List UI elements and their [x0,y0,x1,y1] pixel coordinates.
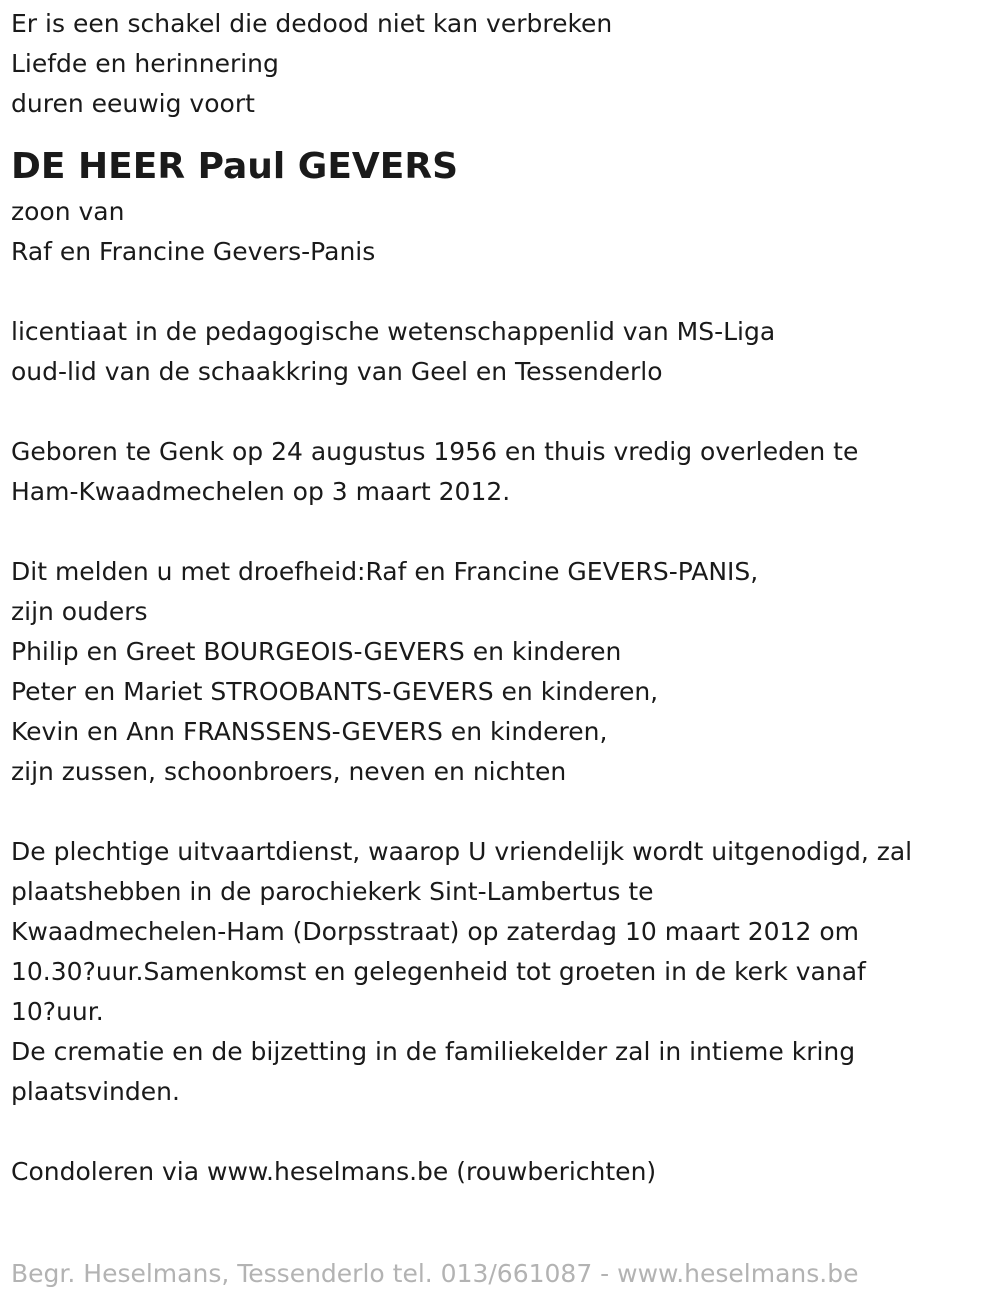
funeral-home-footer: Begr. Heselmans, Tessenderlo tel. 013/661087 - www.heselmans.be [11,1259,859,1288]
service-line: De plechtige uitvaartdienst, waarop U vriendelijk wordt uitgenodigd, zal [11,837,913,866]
service-line: Kwaadmechelen-Ham (Dorpsstraat) op zaterdag 10 maart 2012 om [11,917,859,946]
relation-text: zoon van [11,197,125,226]
birth-death-line: Geboren te Genk op 24 augustus 1956 en thuis vredig overleden te [11,437,859,466]
title-line: licentiaat in de pedagogische wetenschappenlid van MS-Liga [11,317,776,346]
obituary-document [11,4,986,1192]
announcement-line: Dit melden u met droefheid:Raf en Francine GEVERS-PANIS, [11,557,759,586]
parents-text: Raf en Francine Gevers-Panis [11,237,376,266]
announcement-line: zijn ouders [11,597,148,626]
service-line: plaatsvinden. [11,1077,180,1106]
condolences-text: Condoleren via www.heselmans.be (rouwberichten) [11,1157,657,1186]
poem-line: Liefde en herinnering [11,49,279,78]
poem-line: duren eeuwig voort [11,89,255,118]
service-line: De crematie en de bijzetting in de familiekelder zal in intieme kring [11,1037,856,1066]
title-line: oud-lid van de schaakkring van Geel en Tessenderlo [11,357,663,386]
titles [11,312,986,392]
service-line: 10.30?uur.Samenkomst en gelegenheid tot groeten in de kerk vanaf [11,957,866,986]
announcement-paragraph [11,552,986,792]
announcement-line: Philip en Greet BOURGEOIS-GEVERS en kinderen [11,637,622,666]
deceased-name: DE HEER Paul GEVERS [11,146,459,187]
announcement-line: Peter en Mariet STROOBANTS-GEVERS en kinderen, [11,677,659,706]
announcement-line: Kevin en Ann FRANSSENS-GEVERS en kinderen, [11,717,608,746]
poem [11,4,986,124]
service-line: 10?uur. [11,997,104,1026]
service-paragraph [11,832,986,1112]
poem-line: Er is een schakel die dedood niet kan verbreken [11,9,613,38]
service-line: plaatshebben in de parochiekerk Sint-Lambertus te [11,877,654,906]
birth-death-line: Ham-Kwaadmechelen op 3 maart 2012. [11,477,511,506]
announcement-line: zijn zussen, schoonbroers, neven en nichten [11,757,567,786]
birth-death-paragraph [11,432,986,512]
